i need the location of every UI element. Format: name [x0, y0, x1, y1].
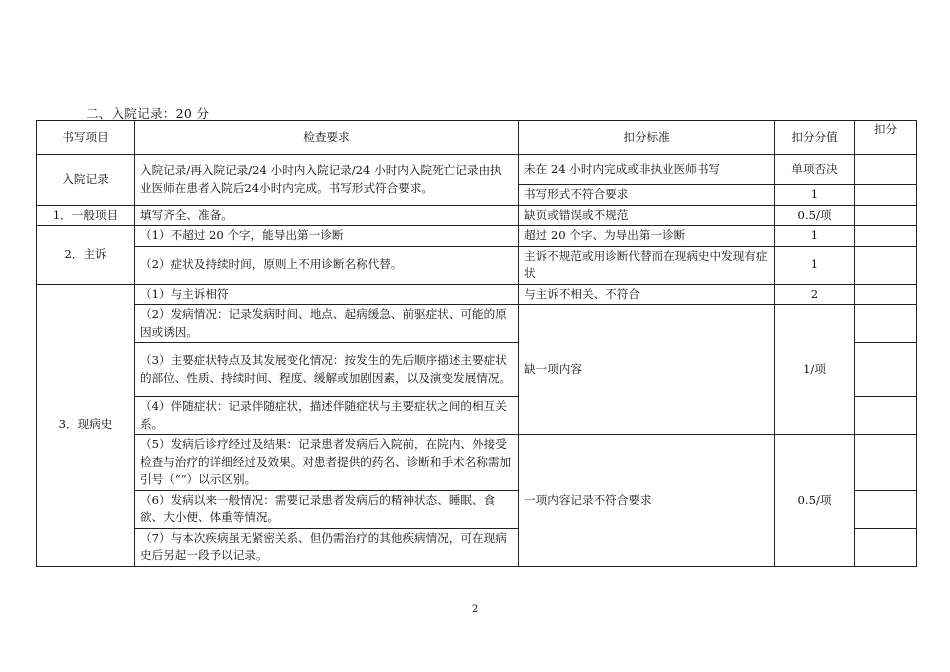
- score-cell: 0.5/项: [775, 205, 855, 226]
- table-row: [37, 284, 917, 305]
- table-row: [37, 246, 917, 284]
- inspection-table: [36, 120, 917, 567]
- column-header-deduction: 扣分: [855, 121, 917, 155]
- column-header-standard: 扣分标准: [519, 121, 775, 155]
- column-header-item: 书写项目: [37, 121, 135, 155]
- deduction-cell: [855, 205, 917, 226]
- requirement-cell: （5）发病后诊疗经过及结果：记录患者发病后入院前，在院内、外接受检查与治疗的详细经过及效果。对患者提供的药名、诊断和手术名称需加引号（“”）以示区别。: [135, 435, 519, 491]
- table-row: [37, 155, 917, 185]
- deduction-cell: [855, 226, 917, 247]
- table-row: [37, 435, 917, 491]
- deduction-cell: [855, 343, 917, 397]
- standard-cell: 主诉不规范或用诊断代替而在现病史中发现有症状: [519, 246, 775, 284]
- standard-cell: 缺一项内容: [519, 305, 775, 435]
- item-present-illness: 3．现病史: [37, 284, 135, 566]
- deduction-cell: [855, 305, 917, 343]
- requirement-cell: （1）与主诉相符: [135, 284, 519, 305]
- deduction-cell: [855, 435, 917, 491]
- requirement-cell: （6）发病以来一般情况：需要记录患者发病后的精神状态、睡眠、食欲、大小便、体重等情况。: [135, 490, 519, 528]
- section-heading: 二、入院记录：20 分: [86, 106, 210, 121]
- standard-cell: 未在 24 小时内完成或非执业医师书写: [519, 155, 775, 185]
- standard-cell: 超过 20 个字、为导出第一诊断: [519, 226, 775, 247]
- column-header-requirement: 检查要求: [135, 121, 519, 155]
- deduction-cell: [855, 528, 917, 566]
- deduction-cell: [855, 185, 917, 206]
- item-general: 1．一般项目: [37, 205, 135, 226]
- deduction-cell: [855, 397, 917, 435]
- requirement-cell: （3）主要症状特点及其发展变化情况：按发生的先后顺序描述主要症状的部位、性质、持续时间、程度、缓解或加剧因素，以及演变发展情况。: [135, 343, 519, 397]
- standard-cell: 一项内容记录不符合要求: [519, 435, 775, 567]
- score-cell: 1/项: [775, 305, 855, 435]
- score-cell: 1: [775, 185, 855, 206]
- score-cell: 单项否决: [775, 155, 855, 185]
- column-header-score: 扣分分值: [775, 121, 855, 155]
- requirement-cell: （7）与本次疾病虽无紧密关系、但仍需治疗的其他疾病情况，可在现病史后另起一段予以记录。: [135, 528, 519, 566]
- score-cell: 0.5/项: [775, 435, 855, 567]
- header-row: [37, 121, 917, 155]
- requirement-cell: （2）症状及持续时间，原则上不用诊断名称代替。: [135, 246, 519, 284]
- table-row: [37, 226, 917, 247]
- deduction-cell: [855, 246, 917, 284]
- standard-cell: 与主诉不相关、不符合: [519, 284, 775, 305]
- score-cell: 1: [775, 226, 855, 247]
- item-complaint: 2．主诉: [37, 226, 135, 285]
- table-row: [37, 305, 917, 343]
- score-cell: 1: [775, 246, 855, 284]
- item-admission: 入院记录: [37, 155, 135, 206]
- requirement-general: 填写齐全、准备。: [135, 205, 519, 226]
- standard-cell: 缺页或错误或不规范: [519, 205, 775, 226]
- score-cell: 2: [775, 284, 855, 305]
- requirement-admission: 入院记录/再入院记录/24 小时内入院记录/24 小时内入院死亡记录由执业医师在患者入院后24小时内完成。书写形式符合要求。: [135, 155, 519, 206]
- deduction-cell: [855, 490, 917, 528]
- table-row: [37, 205, 917, 226]
- page-number: 2: [471, 604, 479, 615]
- requirement-cell: （1）不超过 20 个字，能导出第一诊断: [135, 226, 519, 247]
- requirement-cell: （2）发病情况：记录发病时间、地点、起病缓急、前驱症状、可能的原因或诱因。: [135, 305, 519, 343]
- requirement-cell: （4）伴随症状：记录伴随症状，描述伴随症状与主要症状之间的相互关系。: [135, 397, 519, 435]
- standard-cell: 书写形式不符合要求: [519, 185, 775, 206]
- deduction-cell: [855, 284, 917, 305]
- deduction-cell: [855, 155, 917, 185]
